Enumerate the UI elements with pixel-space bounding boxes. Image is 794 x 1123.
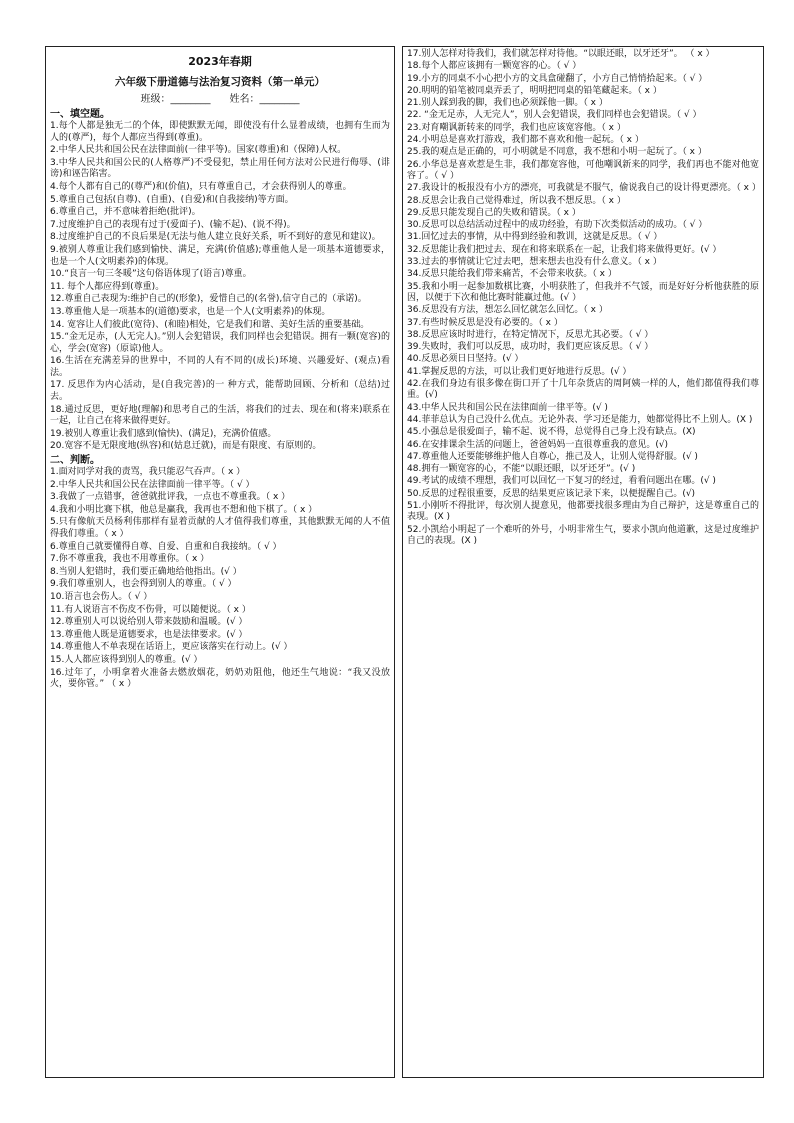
judge-item: 45.小强总是很爱面子，输不起、说不得，总觉得自己身上没有缺点。(X) [407,427,696,438]
fill-item: 9.被别人尊重让我们感到愉快、满足，充满(价值感);尊重他人是一项基本道德要求，也是一个人(文明素养)的体现。 [50,244,390,267]
judge-item: 25.我的观点是正确的，可小明就是不同意，我不想和小明一起玩了。（ x ） [407,147,707,158]
fill-item: 11. 每个人都应得到(尊重)。 [50,281,165,292]
judge-item: 26.小华总是喜欢惹是生非，我们都宽容他，可他嘲讽新来的同学，我们再也不能对他宽容了。（ √ ） [407,159,759,181]
judge-item: 1.面对同学对我的责骂，我只能忍气吞声。（ x ） [50,467,246,478]
judge-item: 41.掌握反思的方法，可以让我们更好地进行反思。(√ ） [407,366,632,377]
fill-item: 7.过度维护自己的表现有过于(爱面子)、(输不起)、(说不得)。 [50,219,296,230]
judge-item: 51.小刚听不得批评，每次别人提意见，他都要找很多理由为自己辩护，这是尊重自己的表现。(X ) [407,500,759,523]
judge-item: 10.语言也会伤人。（ √ ） [50,591,153,602]
fill-item: 16.生活在充满差异的世界中，不同的人有不同的(成长)环境、兴趣爱好、(观点)看法。 [50,356,390,378]
fill-item: 18.通过反思，更好地(理解)和思考自己的生活，将我们的过去、现在和(将来)联系在一起，让自己在将来做得更好。 [50,404,390,427]
judge-item: 48.拥有一颗宽容的心，不能“以眼还眼，以牙还牙”。(√ ) [407,464,636,475]
left-column [45,46,395,1078]
fill-item: 14. 宽容让人们彼此(宽待)、(和睦)相处，它是我们和谐、美好生活的重要基础。 [50,319,370,330]
judge-item: 33.过去的事情就让它过去吧，想来想去也没有什么意义。（ x ） [407,257,662,268]
year-title: 2023年春期 [188,55,252,68]
judge-item: 35.我和小明一起参加数棋比赛，小明获胜了，但我并不气馁，而是好好分析他获胜的原因，以便于下次和他比赛时能赢过他。(√ ） [407,281,759,303]
judge-item: 6.尊重自己就要懂得自尊、自爱、自重和自我接纳。（ √ ） [50,541,282,552]
fill-item: 5.尊重自己包括(自尊)、(自重)、(自爱)和(自我接纳)等方面。 [50,194,294,205]
judge-item: 50.反思的过程很重要，反思的结果更应该记录下来，以便提醒自己。(√) [407,488,696,499]
judge-item: 31.回忆过去的事情，从中得到经验和教训，这就是反思。（ √ ） [407,232,663,243]
judge-item: 29.反思只能发现自己的失败和错误。（ x ） [407,207,581,218]
fill-item: 19.被别人尊重让我们感到(愉快)、(满足)，充满价值感。 [50,428,277,439]
fill-item: 1.每个人都是独无二的个体，即使默默无闻，即使没有什么显着成绩，也拥有生而为人的(尊严)，每个人都应当得到(尊重)。 [50,121,390,143]
fill-item: 3.中华人民共和国公民的(人格尊严)不受侵犯，禁止用任何方法对公民进行侮辱、(诽谤)和诬告陷害。 [50,157,390,180]
document-title: 六年级下册道德与法治复习资料（第一单元） [115,76,325,88]
judge-item: 15.人人都应该得到别人的尊重。(√ ） [50,654,203,665]
fill-item: 20.宽容不是无限度地(纵容)和(姑息迁就)，而是有限度、有原则的。 [50,441,322,452]
judge-item: 14.尊重他人不单表现在话语上，更应该落实在行动上。(√ ） [50,642,293,653]
judge-item: 3.我做了一点错事，爸爸就批评我，一点也不尊重我。（ x ） [50,492,291,503]
judge-item: 8.当别人犯错时，我们要正确地给他指出。(√ ） [50,566,242,577]
fill-item: 12.尊重自己表现为:维护自己的(形象)，爱惜自己的(名誉),信守自己的（承诺)。 [50,294,367,305]
judge-item: 44.菲菲总认为自己没什么优点。无论外表、学习还是能力，她都觉得比不上别人。(X ) [407,414,753,425]
judge-item: 24.小明总是喜欢打游戏，我们都不喜欢和他一起玩。（ x ） [407,135,644,146]
judge-item: 37.有些时候反思是没有必要的。（ x ） [407,317,563,328]
judge-item: 36.反思没有方法，想怎么回忆就怎么回忆。（ x ） [407,305,608,316]
judge-item: 5.只有像航天员杨利伟那样有显着贡献的人才值得我们尊重，其他默默无闻的人不值得我们尊重。（ x ） [50,517,390,539]
judge-item: 20.明明的铅笔被同桌弄丢了，明明把同桌的铅笔藏起来。（ x ） [407,85,662,96]
judge-item: 30.反思可以总结活动过程中的成功经验，有助下次类似活动的成功。（ √ ） [407,220,708,231]
judge-item: 19.小方的同桌不小心把小方的文具盒碰翻了，小方自己悄悄拾起来。（ √ ） [407,73,708,84]
fill-item: 13.尊重他人是一项基本的(道德)要求，也是一个人(文明素养)的体现。 [50,306,331,317]
fill-item: 8.过度维护自己的不良后果是(无法与他人建立良好关系，听不到好的意见和建议)。 [50,232,381,243]
judge-item: 23.对育嘲讽新转来的同学，我们也应该宽容他。（ x ） [407,122,626,133]
judge-section-heading: 二、判断。 [50,455,100,467]
fill-item: 15.“金无足赤，(人无完人)。”别人会犯错误，我们同样也会犯错误。拥有一颗(宽容)的心，学会(宽容)（原谅)他人。 [50,332,390,354]
judge-item: 16.过年了，小明拿着火准备去燃放烟花，奶奶劝阻他，他还生气地说：“我又没放火，要你管。” （ x ） [50,667,390,690]
judge-item: 34.反思只能给我们带来痛苦，不会带来收获。（ x ） [407,269,617,280]
judge-item-list-right [403,47,763,547]
judge-item: 38.反思应该时时进行，在特定情况下，反思尤其必要。（ √ ） [407,329,654,340]
judge-item: 49.考试的成绩不理想，我们可以回忆一下复习的经过，看看问题出在哪。(√ ) [407,476,716,487]
fill-item: 4.每个人都有自己的(尊严)和(价值)，只有尊重自己，才会获得别人的尊重。 [50,181,352,192]
fill-section-heading: 一、填空题。 [50,109,110,120]
judge-item: 52.小凯给小明起了一个难听的外号，小明非常生气，要求小凯向他道歉，这是过度维护自己的表现。(X ) [407,524,759,546]
judge-item: 43.中华人民共和国公民在法律面前一律平等。(√ ) [407,402,608,413]
judge-item: 2.中华人民共和国公民在法律面前一律平等。（ √ ） [50,479,255,490]
judge-item: 40.反思必须日日坚持。(√ ） [407,354,524,365]
judge-item: 47.尊重他人还要能够维护他人自尊心，推己及人，让别人觉得舒服。(√ ) [407,451,698,462]
judge-item: 28.反思会让我自己觉得难过，所以我不想反思。（ x ） [407,195,626,206]
judge-item: 7.你不尊重我，我也不用尊重你。（ x ） [50,554,210,565]
fill-item: 10.“良言一句三冬暖”这句俗语体现了(语言)尊重。 [50,269,252,280]
class-label: 班级：________ [140,94,211,105]
judge-item: 39.失败时，我们可以反思，成功时，我们更应该反思。（ √ ） [407,342,654,353]
student-info-line [46,93,394,107]
judge-item: 27.我设计的板报没有小方的漂亮，可我就是不服气，偷说我自己的设计得更漂亮。（ x ） [407,183,761,194]
judge-item: 42.在我们身边有很多像在街口开了十几年杂货店的周阿姨一样的人，他们都值得我们尊重。(√) [407,379,759,401]
name-label: 姓名：________ [229,94,300,105]
judge-item-list-left [46,467,394,691]
judge-item: 21.别人踩到我的脚，我们也必须踩他一脚。（ x ） [407,98,608,109]
judge-item: 17.别人怎样对待我们，我们就怎样对待他。“以眼还眼，以牙还牙”。 （ x ） [407,49,715,59]
judge-item: 32.反思能让我们把过去、现在和将来联系在一起，让我们将来做得更好。(√ ） [407,244,722,255]
judge-item: 46.在安排课余生活的问题上，爸爸妈妈一直很尊重我的意见。(√) [407,439,669,450]
judge-item: 18.每个人都应该拥有一颗宽容的心。（ √ ） [407,61,582,72]
judge-item: 12.尊重别人可以说给别人带来鼓励和温暖。(√ ） [50,617,248,628]
judge-item: 13.尊重他人既是道德要求，也是法律要求。(√ ） [50,629,248,640]
fill-item: 6.尊重自己，并不意味着拒绝(批评)。 [50,207,201,218]
judge-item: 11.有人说语言不伤皮不伤骨，可以随便说。（ x ） [50,604,251,615]
judge-item: 22. “金无足赤，人无完人”，别人会犯错误，我们同样也会犯错误。（ √ ） [407,110,702,121]
judge-item: 9.我们尊重别人，也会得到别人的尊重。（ √ ） [50,579,237,590]
right-column [402,46,764,1078]
fill-item-list [46,121,394,453]
fill-item: 2.中华人民共和国公民在法律面前(一律平等)。国家(尊重)和（保障)人权。 [50,145,347,156]
fill-item: 17. 反思作为内心活动，是(自我完善)的一 种方式，能帮助回顾、分析和（总结)过去。 [50,380,390,403]
judge-item: 4.我和小明比赛下棋，他总是赢我，我再也不想和他下棋了。（ x ） [50,504,318,515]
